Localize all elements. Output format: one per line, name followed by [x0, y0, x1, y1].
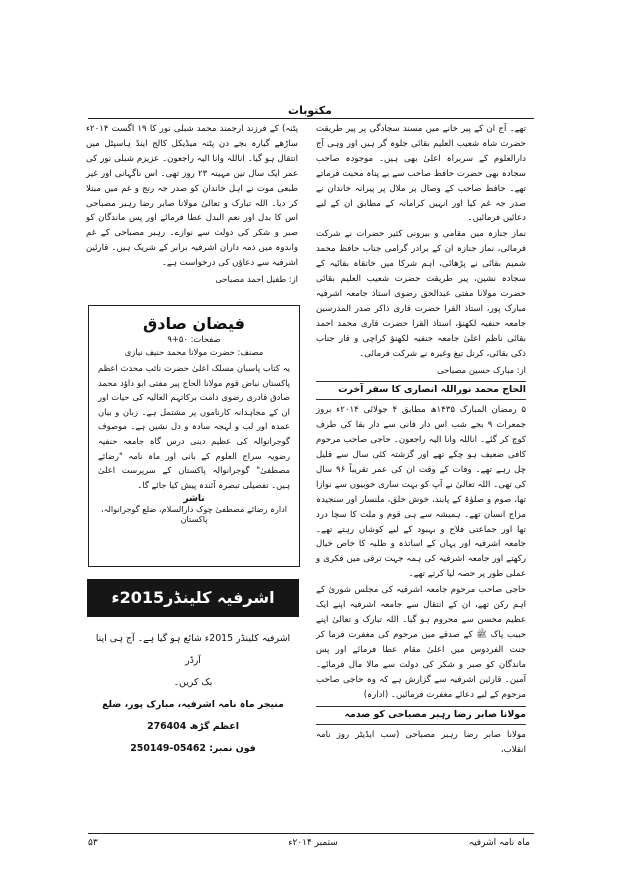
book-author: مصنف: حضرت مولانا محمد حنیف نیازی — [124, 347, 264, 357]
right-paragraph-2: نماز جنازہ میں مقامی و بیرونی کثیر حضرات نے شرکت فرمائی، نماز جنازہ ان کے برادر گرامی جناب حافظ محمد شمیم بقائی نے پڑھائی، اہم شرکا میں خانقاہ بقائیہ کے سجادہ نشین، پیر طریقت حضرت شعیب العلیم بقائی حضرت مولانا مفتی عبدالحق رضوی استاذ جامعہ اشرفیہ مبارک پور، استاذ القرا حضرت قاری ذاکر صدر المدرسین جامعہ حنفیہ لکھنؤ، استاذ القرا حضرت قاری محمد احمد بقائی ناظم اعلیٰ جامعہ حنفیہ لکھنؤ کراچی و قار جناب ذکی بقائی، کرنل تیغ وغیرہ نے شرکت فرمائی۔ — [316, 229, 526, 359]
section-heading-nurullah: الحاج محمد نوراللہ انصاری کا سفر آخرت — [316, 381, 526, 400]
left-signature: از: طفیل احمد مصباحی — [215, 274, 298, 285]
calendar-banner: اشرفیہ کلینڈر2015ء — [87, 579, 299, 617]
book-review-box — [88, 305, 300, 567]
calendar-line-1: اشرفیہ کلینڈر 2015ء شائع ہو گیا ہے۔ آج ہی اپنا آرڈر — [95, 633, 291, 666]
left-column — [86, 122, 298, 288]
book-description: یہ کتاب پاسبان مسلک اعلیٰ حضرت نائب محدث اعظم پاکستان نباض قوم مولانا الحاج پیر مفتی ابو داؤد محمد صادق قادری رضوی دامت برکاتہم العالیہ کی حیات اور ان کے مجاہدانہ کارناموں پر مشتمل ہے۔ زبان و بیان عمدہ اور لب و لہجہ سادہ و دل نشیں ہے۔ موصوف گوجرانوالہ کی عظیم دینی درس گاہ جامعہ حنفیہ رضویہ سراج العلوم کے بانی اور ماہ نامہ "رضائے مصطفیٰ" گوجرانوالہ پاکستان کے سرپرست اعلیٰ ہیں۔ تفصیلی تبصرہ آئندہ پیش کیا جائے گا۔ — [98, 363, 290, 490]
calendar-line-2: بک کریں۔ — [173, 677, 213, 688]
section-heading-sabir-raza: مولانا صابر رضا رہبر مصباحی کو صدمہ — [316, 706, 526, 725]
left-paragraph-1: پٹنہ) کے فرزند ارجمند محمد شبلی نور کا ۱۹ اگست ۲۰۱۴ء ساڑھے گیارہ بجے دن پٹنہ میڈیکل کالج اینڈ ہاسپٹل میں انتقال ہو گیا۔ اناللہ وانا الیہ راجعون۔ عزیزم شبلی نور کی عمر ایک سال تین مہینہ ۲۳ روز تھی۔ اس ناگہانی اور غیر طبعی موت نے اہل خاندان کو صدر جہ رنج و غم میں مبتلا کر دیا۔ اللہ تبارک و تعالیٰ مولانا صابر رضا رہبر مصباحی اس کا بدل اور نعم البدل عطا فرمائے اور پس ماندگان کو صبر و شکر کی دولت سے نوازے۔ رہبر مصباحی کے غم واندوہ میں ذمہ داران اشرفیہ برابر کے شریک ہیں۔ قارئین اشرفیہ سے دعاؤں کی درخواست ہے۔ — [86, 124, 298, 269]
right-paragraph-4: حاجی صاحب مرحوم جامعہ اشرفیہ کی مجلس شوریٰ کے اہم رکن تھے، ان کے انتقال سے جامعہ اشرفیہ اپنے ایک عظیم محسن سے محروم ہو گیا۔ اللہ تبارک و تعالیٰ اپنے حبیب پاک ﷺ کے صدقے میں مرحوم کی مغفرت فرما کر جنت الفردوس میں اعلیٰ مقام عطا فرمائے اور پس ماندگان کو صبر و شکر کی دولت سے مالا مال فرمائے۔ آمین۔ قارئین اشرفیہ سے گزارش ہے کہ وہ حاجی صاحب مرحوم کے لیے دعائے مغفرت فرمائیں۔ (ادارہ) — [316, 585, 526, 700]
right-signature-1: از: مبارک حسین مصباحی — [437, 364, 526, 375]
header-rule — [88, 118, 534, 119]
calendar-announcement — [88, 628, 298, 760]
right-paragraph-3: ۵ رمضان المبارک ۱۴۳۵ھ مطابق ۴ جولائی ۲۰۱۴ء بروز جمعرات ۹ بجے شب اس دار فانی سے دار بقا کی طرف کوچ کر گئے۔ اناللہ وانا الیہ راجعون۔ حاجی صاحب مرحوم کافی ضعیف ہو چکے تھے اور گزشتہ کئی سال سے فلیل چل رہے تھے۔ وفات کے وقت ان کی عمر تقریباً ۹۶ سال کی تھی۔ اللہ تعالیٰ نے آپ کو بہت ساری خوبیوں سے نوازا تھا، صوم و صلوٰۃ کے پابند، خوش خلق، ملنسار اور سنجیدہ مزاج انسان تھے۔ ہمیشہ سے ہی قوم و ملت کا سچا درد تھا اور جماعتی فلاح و بہبود کے لیے کوشاں رہتے تھے۔ جامعہ اشرفیہ اور یہاں کے اساتذہ و طلبہ کا خاص خیال رکھتے اور جامعہ اشرفیہ کی ہمہ جہت ترقی میں فکری و عملی طور پر حصہ لیا کرتے تھے۔ — [316, 405, 527, 580]
book-publisher-label: ناشر — [183, 494, 205, 505]
calendar-phone: فون نمبر: 05462-250149 — [130, 743, 256, 754]
book-title: فیضان صادق — [143, 314, 245, 333]
book-publisher-address: ادارہ رضائے مصطفیٰ چوک دارالسلام، ضلع گوجرانوالہ، پاکستان — [100, 504, 288, 525]
footer-page-number: ۵۳ — [88, 838, 98, 848]
calendar-address: منیجر ماہ نامہ اشرفیہ، مبارک پور، ضلع اعظم گڑھ 276404 — [102, 699, 284, 732]
right-column — [316, 122, 526, 759]
footer-magazine-name: ماہ نامہ اشرفیہ — [468, 838, 530, 848]
right-paragraph-5: مولانا صابر رضا رہبر مصباحی (سب ایڈیٹر روز نامہ انقلاب، — [316, 730, 526, 756]
right-paragraph-1: تھے۔ آج ان کے پیر خانے میں مسند سجادگی پر پیر طریقت حضرت شاہ شعیب العلیم بقائی جلوہ گر ہیں اور وہی آج دارالعلوم کے سربراہ اعلیٰ بھی ہیں۔ موجودہ صاحب سجادہ بھی حضرت حافظ صاحب سے بے پناہ محبت فرماتے تھے۔ حافظ صاحب کے وصال پر ملال پر پیرانہ خاندان نے صدر جہ غم کیا اور انہیں کرامانہ کے مطابق ان کے لیے دعائیں فرمائیں۔ — [316, 124, 526, 224]
footer-rule — [88, 833, 534, 834]
footer-date: ستمبر ۲۰۱۴ء — [288, 838, 338, 848]
page-header-title: مکتوبات — [288, 104, 332, 117]
book-pages: صفحات: ۵۰+۹ — [167, 334, 221, 344]
